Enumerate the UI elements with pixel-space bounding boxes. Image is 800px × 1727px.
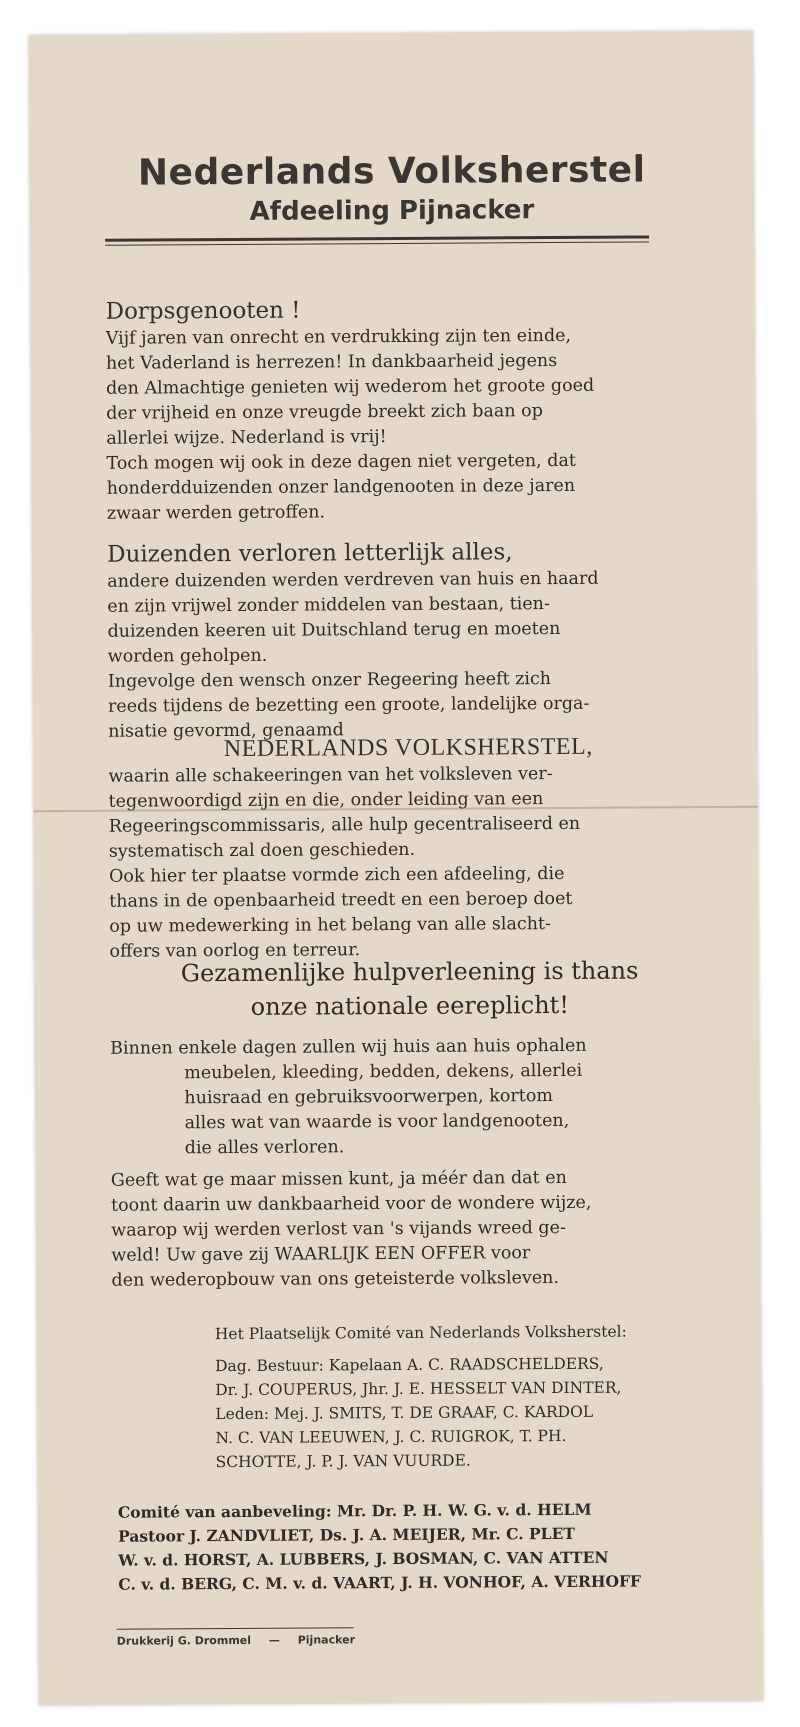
text-line: duizenden keeren uit Duitschland terug en moeten xyxy=(107,618,561,642)
text-line: Toch mogen wij ook in deze dagen niet vergeten, dat xyxy=(106,450,576,474)
printer-place: Pijnacker xyxy=(297,1633,356,1647)
text-line: systematisch zal doen geschieden. xyxy=(108,839,416,862)
text-line: alles wat van waarde is voor landgenooten, xyxy=(184,1110,570,1134)
section-duizenden xyxy=(107,536,708,745)
text-line: andere duizenden werden verdreven van huis en haard xyxy=(107,568,599,592)
text-line: nisatie gevormd, genaamd xyxy=(108,720,344,742)
poster-sheet xyxy=(29,31,763,1705)
section-hulpverleening xyxy=(110,953,711,1162)
section-paragraph xyxy=(110,1033,711,1162)
section-volksherstel xyxy=(108,731,709,965)
text-line: Ingevolge den wensch onzer Regeering heeft zich xyxy=(107,669,552,692)
committee-heading: Het Plaatselijk Comité van Nederlands Volksherstel: xyxy=(214,1322,627,1344)
local-committee xyxy=(215,1319,736,1474)
printer-imprint xyxy=(117,1633,369,1648)
section-paragraph xyxy=(108,761,709,965)
appeal-heading-line2: onze nationale eereplicht! xyxy=(250,990,570,1021)
text-line: Ook hier ter plaatse vormde zich een afdeeling, die xyxy=(108,863,565,887)
title-rule-thick xyxy=(105,235,649,241)
text-line: reeds tijdens de bezetting een groote, landelijke orga- xyxy=(107,693,590,717)
text-line: weld! Uw gave zij WAARLIJK EEN OFFER voor xyxy=(111,1243,531,1266)
organisation-name: NEDERLANDS VOLKSHERSTEL, xyxy=(223,733,593,763)
text-line: tegenwoordigd zijn en die, onder leiding van een xyxy=(108,789,544,812)
imprint-dash: — xyxy=(268,1633,280,1647)
title-rule-thin xyxy=(105,241,649,245)
committee-line: SCHOTTE, J. P. J. VAN VUURDE. xyxy=(215,1451,471,1472)
section-dorpsgenooten xyxy=(106,293,707,527)
section-paragraph xyxy=(106,323,707,527)
text-line: der vrijheid en onze vreugde breekt zich baan op xyxy=(106,401,543,424)
section-heading: Duizenden verloren letterlijk alles, xyxy=(107,539,513,568)
text-line: worden geholpen. xyxy=(107,645,268,667)
text-line: allerlei wijze. Nederland is vrij! xyxy=(106,427,387,449)
text-line: honderdduizenden onzer landgenooten in deze jaren xyxy=(106,475,576,499)
section-geeft xyxy=(111,1165,712,1294)
printer-name: Drukkerij G. Drommel xyxy=(116,1633,252,1648)
committee-line: Leden: Mej. J. SMITS, T. DE GRAAF, C. KARDOL xyxy=(215,1402,594,1424)
section-heading: Dorpsgenooten ! xyxy=(105,297,301,325)
text-line: Geeft wat ge maar missen kunt, ja méér dan dat en xyxy=(110,1167,567,1191)
recommendation-line: Pastoor J. ZANDVLIET, Ds. J. A. MEIJER, Mr. C. PLET xyxy=(118,1523,575,1546)
text-line: thans in de openbaarheid treedt en een beroep doet xyxy=(109,888,573,912)
text-line: toont daarin uw dankbaarheid voor de wondere wijze, xyxy=(110,1192,592,1216)
text-line: waarin alle schakeeringen van het volksleven ver- xyxy=(108,764,553,787)
recommendation-line: Comité van aanbeveling: Mr. Dr. P. H. W. G. v. d. HELM xyxy=(117,1499,592,1522)
committee-line: Dag. Bestuur: Kapelaan A. C. RAADSCHELDERS, xyxy=(214,1354,604,1376)
text-line: den wederopbouw van ons geteisterde volksleven. xyxy=(111,1268,560,1291)
text-line: zwaar werden getroffen. xyxy=(106,502,326,524)
text-line: Regeeringscommissaris, alle hulp gecentraliseerd en xyxy=(108,813,581,837)
text-line: die alles verloren. xyxy=(184,1137,345,1159)
text-line: Binnen enkele dagen zullen wij huis aan huis ophalen xyxy=(110,1035,587,1059)
section-paragraph xyxy=(107,566,708,745)
committee-line: Dr. J. COUPERUS, Jhr. J. E. HESSELT VAN DINTER, xyxy=(215,1378,622,1400)
section-paragraph xyxy=(111,1165,712,1294)
text-line: den Almachtige genieten wij wederom het groote goed xyxy=(106,375,595,399)
text-line: het Vaderland is herrezen! In dankbaarheid jegens xyxy=(105,351,558,374)
text-line: op uw medewerking in het belang van alle slacht- xyxy=(109,914,551,937)
recommendation-committee xyxy=(118,1497,749,1597)
text-line: meubelen, kleeding, bedden, dekens, allerlei xyxy=(184,1060,583,1084)
recommendation-line: C. v. d. BERG, C. M. v. d. VAART, J. H. VONHOF, A. VERHOFF xyxy=(118,1571,642,1594)
recommendation-line: W. v. d. HORST, A. LUBBERS, J. BOSMAN, C. VAN ATTEN xyxy=(118,1547,609,1570)
appeal-heading-line1: Gezamenlijke hulpverleening is thans xyxy=(180,956,639,988)
poster-subtitle: Afdeeling Pijnacker xyxy=(249,195,535,227)
text-line: waarop wij werden verlost van 's vijands wreed ge- xyxy=(111,1217,566,1241)
poster-title: Nederlands Volksherstel xyxy=(137,149,646,194)
committee-line: N. C. VAN LEEUWEN, J. C. RUIGROK, T. PH. xyxy=(215,1426,567,1448)
footer-rule xyxy=(117,1627,354,1629)
text-line: Vijf jaren van onrecht en verdrukking zijn ten einde, xyxy=(105,325,572,349)
text-line: en zijn vrijwel zonder middelen van bestaan, tien- xyxy=(107,594,550,617)
text-line: offers van oorlog en terreur. xyxy=(109,940,361,962)
text-line: huisraad en gebruiksvoorwerpen, kortom xyxy=(184,1086,554,1109)
